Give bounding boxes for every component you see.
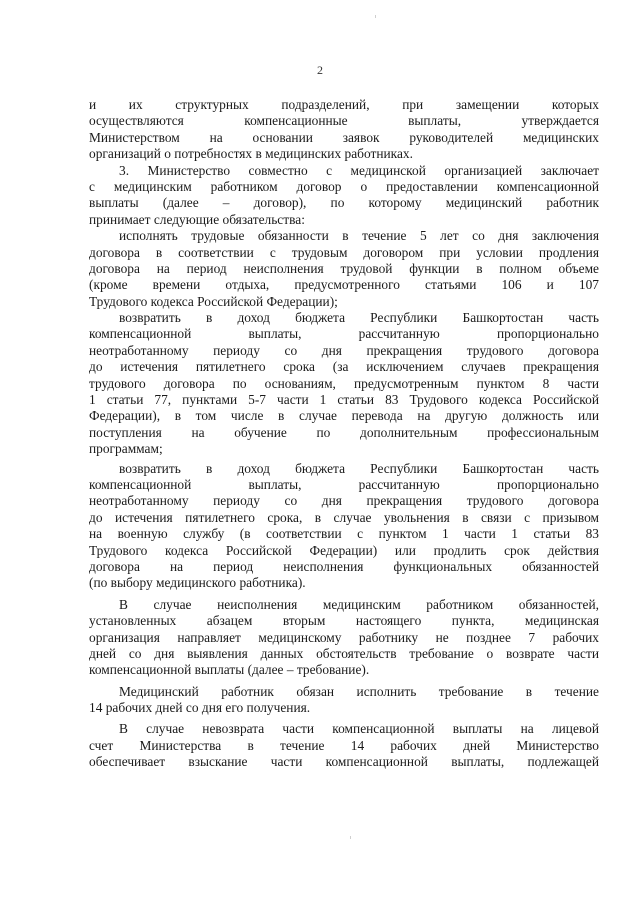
text-line: Трудового кодекса Российской Федерации);: [89, 293, 338, 309]
text-line: исполнять трудовые обязанности в течение 5 лет со дня заключения: [119, 228, 599, 244]
text-line: (кроме времени отдыха, предусмотренного статьями 106 и 107: [89, 277, 599, 293]
text-line: договора в соответствии с трудовым договором при условии продления: [89, 244, 599, 260]
text-line: 14 рабочих дней со дня его получения.: [89, 700, 311, 716]
text-line: Медицинский работник обязан исполнить требование в течение: [119, 683, 599, 699]
text-line: установленных абзацем вторым настоящего пункта, медицинская: [89, 613, 599, 629]
text-line: трудового договора по основаниям, предусмотренным пунктом 8 части: [89, 375, 599, 391]
text-line: дней со дня выявления данных обстоятельств требование о возврате части: [89, 645, 599, 661]
text-line: и их структурных подразделений, при замещении которых: [89, 97, 599, 112]
text-line: возвратить в доход бюджета Республики Башкортостан часть: [119, 460, 599, 476]
text-line: 3. Министерство совместно с медицинской организацией заключает: [119, 162, 599, 178]
text-line: с медицинским работником договор о предоставлении компенсационной: [89, 178, 599, 194]
text-line: 1 статьи 77, пунктами 5-7 части 1 статьи 83 Трудового кодекса Российской: [89, 392, 599, 408]
text-line: осуществляются компенсационные выплаты, утверждается: [89, 113, 599, 129]
page-number: 2: [317, 63, 323, 77]
text-line: компенсационной выплаты (далее – требование).: [89, 662, 370, 678]
text-line: до истечения пятилетнего срока (за исключением случаев прекращения: [89, 359, 599, 375]
text-line: организаций о потребностях в медицинских работниках.: [89, 146, 413, 162]
text-line: В случае неисполнения медицинским работником обязанностей,: [119, 596, 599, 612]
text-line: неотработанному периоду со дня прекращения трудового договора: [89, 342, 599, 358]
text-line: Трудового кодекса Российской Федерации) или продлить срок действия: [89, 542, 599, 558]
text-line: выплаты (далее – договор), по которому медицинский работник: [89, 195, 599, 211]
text-line: на военную службу (в соответствии с пунктом 1 части 1 статьи 83: [89, 526, 599, 542]
text-line: поступления на обучение по дополнительным профессиональным: [89, 424, 599, 440]
scan-speck: [375, 15, 376, 18]
text-line: Федерации), в том числе в случае перевода на другую должность или: [89, 408, 599, 424]
text-line: принимает следующие обязательства:: [89, 211, 305, 227]
text-line: Министерством на основании заявок руководителей медицинских: [89, 129, 599, 145]
text-line: программам;: [89, 441, 163, 457]
text-line: договора на период неисполнения трудовой функции в полном объеме: [89, 260, 599, 276]
text-line: до истечения пятилетнего срока, в случае увольнения в связи с призывом: [89, 509, 599, 525]
text-line: (по выбору медицинского работника).: [89, 575, 306, 591]
text-line: договора на период неисполнения функциональных обязанностей: [89, 558, 599, 574]
text-line: В случае невозврата части компенсационной выплаты на лицевой: [119, 721, 599, 737]
text-line: организация направляет медицинскому работнику не позднее 7 рабочих: [89, 629, 599, 645]
text-line: неотработанному периоду со дня прекращения трудового договора: [89, 493, 599, 509]
text-line: возвратить в доход бюджета Республики Башкортостан часть: [119, 310, 599, 326]
text-line: компенсационной выплаты, рассчитанную пропорционально: [89, 326, 599, 342]
text-line: счет Министерства в течение 14 рабочих дней Министерство: [89, 737, 599, 753]
document-body: [89, 97, 599, 771]
scan-speck: [350, 836, 351, 839]
text-line: обеспечивает взыскание части компенсационной выплаты, подлежащей: [89, 754, 599, 770]
text-line: компенсационной выплаты, рассчитанную пропорционально: [89, 476, 599, 492]
